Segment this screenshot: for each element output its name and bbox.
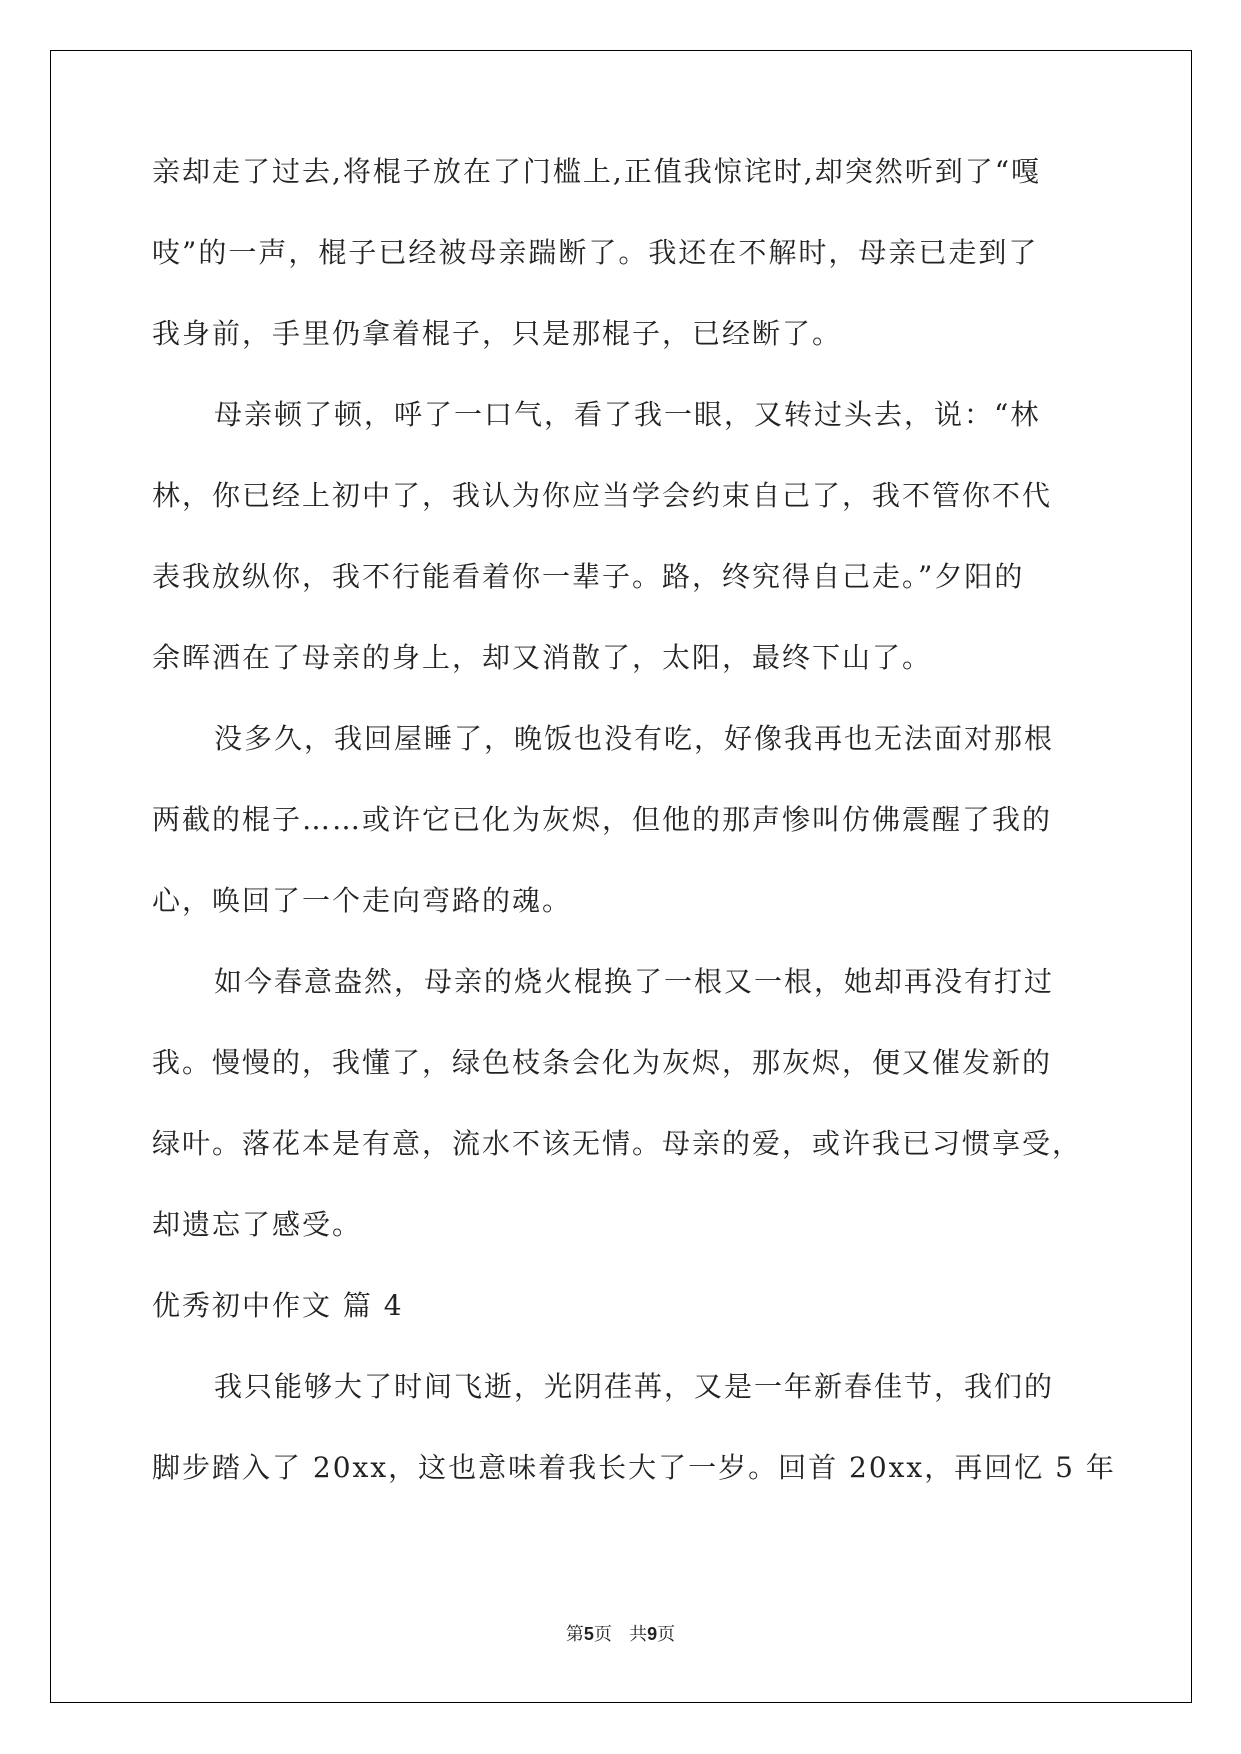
text-line: 没多久，我回屋睡了，晚饭也没有吃，好像我再也无法面对那根 [214, 722, 1055, 755]
text-line: 吱”的一声，棍子已经被母亲踹断了。我还在不解时，母亲已走到了 [152, 236, 1039, 269]
text-line: 我身前，手里仍拿着棍子，只是那棍子，已经断了。 [152, 317, 843, 350]
text-line: 我只能够大了时间飞逝，光阴荏苒，又是一年新春佳节，我们的 [214, 1370, 1055, 1403]
footer-suffix: 页 [657, 1624, 676, 1645]
text-line: 心，唤回了一个走向弯路的魂。 [152, 884, 573, 917]
text-line: 表我放纵你，我不行能看着你一辈子。路，终究得自己走。”夕阳的 [152, 560, 1025, 593]
text-line: 两截的棍子……或许它已化为灰烬，但他的那声惨叫仿佛震醒了我的 [152, 803, 1053, 836]
current-page-number: 5 [583, 1624, 594, 1644]
footer-middle: 页 共 [593, 1624, 648, 1645]
text-line: 却遗忘了感受。 [152, 1208, 363, 1241]
text-line: 如今春意盎然，母亲的烧火棍换了一根又一根，她却再没有打过 [214, 965, 1055, 998]
text-line: 亲却走了过去,将棍子放在了门槛上,正值我惊诧时,却突然听到了“嘎 [152, 155, 1042, 188]
text-line: 绿叶。落花本是有意，流水不该无情。母亲的爱，或许我已习惯享受， [152, 1127, 1083, 1160]
text-line: 我。慢慢的，我懂了，绿色枝条会化为灰烬，那灰烬，便又催发新的 [152, 1046, 1053, 1079]
text-line: 脚步踏入了 20xx，这也意味着我长大了一岁。回首 20xx，再回忆 5 年 [152, 1451, 1116, 1484]
text-line: 余晖洒在了母亲的身上，却又消散了，太阳，最终下山了。 [152, 641, 933, 674]
text-line: 母亲顿了顿，呼了一口气，看了我一眼，又转过头去，说：“林 [214, 398, 1041, 431]
total-page-count: 9 [647, 1624, 658, 1644]
document-body [152, 152, 1116, 1529]
section-heading: 优秀初中作文 篇 4 [152, 1289, 404, 1322]
footer-prefix: 第 [565, 1624, 584, 1645]
text-line: 林，你已经上初中了，我认为你应当学会约束自己了，我不管你不代 [152, 479, 1053, 512]
page-footer [0, 1620, 1241, 1646]
